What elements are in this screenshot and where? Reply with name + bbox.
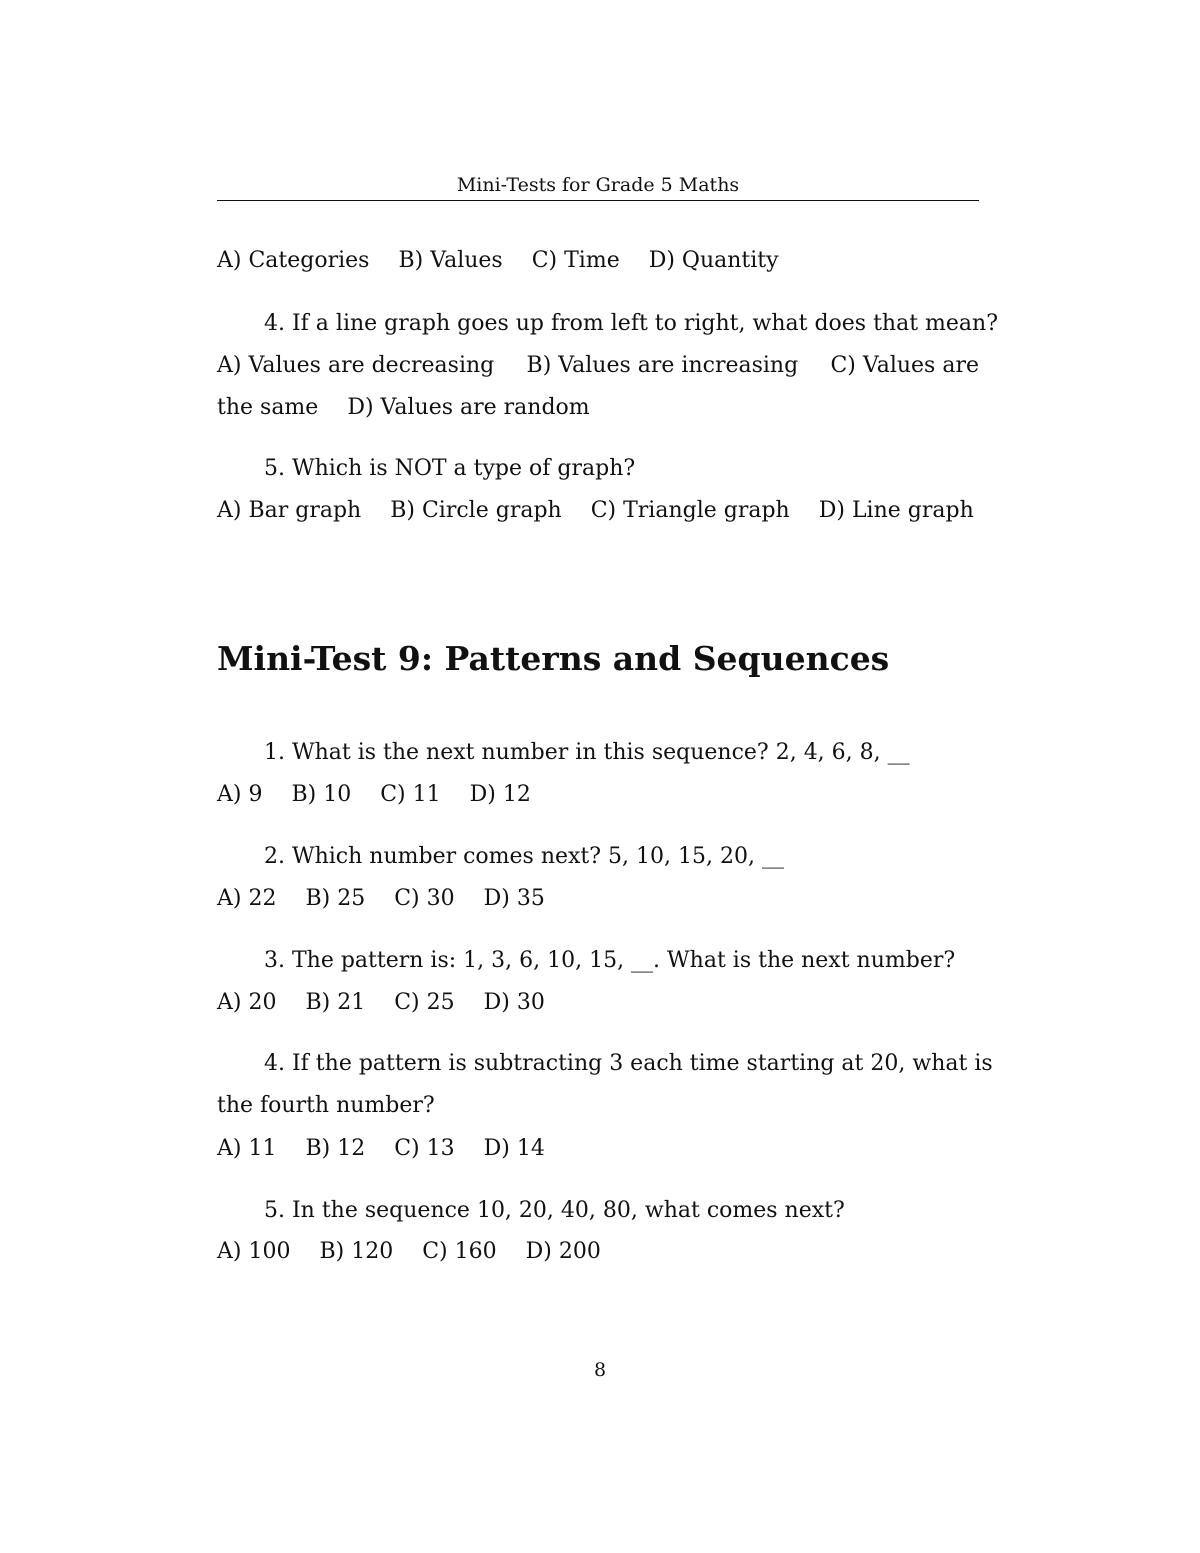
option: B) Values are increasing bbox=[526, 353, 799, 378]
option: A) 100 bbox=[217, 1239, 291, 1264]
option: C) 13 bbox=[394, 1136, 455, 1161]
options-row bbox=[217, 1128, 545, 1170]
question-text-continued: the fourth number? bbox=[217, 1093, 435, 1118]
option: A) Bar graph bbox=[217, 498, 362, 523]
option: A) Categories bbox=[217, 248, 370, 273]
option: B) 10 bbox=[291, 782, 352, 807]
q4-options-line-1 bbox=[217, 345, 979, 387]
options-row bbox=[217, 982, 545, 1024]
option: D) 30 bbox=[483, 990, 545, 1015]
option: D) 35 bbox=[483, 886, 545, 911]
option: B) 12 bbox=[305, 1136, 366, 1161]
q4-options-line-2 bbox=[217, 387, 590, 429]
header-rule bbox=[217, 200, 979, 201]
option: A) 9 bbox=[217, 782, 263, 807]
option: A) 20 bbox=[217, 990, 277, 1015]
page-number: 8 bbox=[593, 1359, 607, 1381]
option: D) 14 bbox=[483, 1136, 545, 1161]
option: D) 12 bbox=[469, 782, 531, 807]
option: C) 11 bbox=[380, 782, 441, 807]
option: D) Values are random bbox=[347, 395, 590, 420]
option: D) 200 bbox=[525, 1239, 601, 1264]
question-text: 4. If a line graph goes up from left to right, what does that mean? bbox=[264, 311, 999, 336]
options-row bbox=[217, 878, 545, 920]
question-text: 5. Which is NOT a type of graph? bbox=[264, 456, 636, 481]
option: the same bbox=[217, 395, 319, 420]
question-text: 2. Which number comes next? 5, 10, 15, 20, __ bbox=[264, 844, 784, 869]
q5-options bbox=[217, 490, 974, 532]
option: B) 25 bbox=[305, 886, 366, 911]
running-header: Mini-Tests for Grade 5 Maths bbox=[456, 174, 740, 196]
question-text: 1. What is the next number in this sequence? 2, 4, 6, 8, __ bbox=[264, 740, 910, 765]
q3-options bbox=[217, 240, 779, 282]
question-text: 3. The pattern is: 1, 3, 6, 10, 15, __. What is the next number? bbox=[264, 948, 956, 973]
option: B) Values bbox=[398, 248, 503, 273]
option: D) Line graph bbox=[818, 498, 974, 523]
option: C) 30 bbox=[394, 886, 455, 911]
option: C) Values are bbox=[830, 353, 979, 378]
option: D) Quantity bbox=[648, 248, 779, 273]
question-text: 4. If the pattern is subtracting 3 each time starting at 20, what is bbox=[264, 1051, 993, 1076]
option: B) Circle graph bbox=[390, 498, 562, 523]
section-heading: Mini-Test 9: Patterns and Sequences bbox=[217, 639, 890, 678]
option: B) 120 bbox=[319, 1239, 394, 1264]
option: C) 25 bbox=[394, 990, 455, 1015]
option: B) 21 bbox=[305, 990, 366, 1015]
question-text: 5. In the sequence 10, 20, 40, 80, what comes next? bbox=[264, 1198, 845, 1223]
option: A) Values are decreasing bbox=[217, 353, 495, 378]
option: A) 22 bbox=[217, 886, 277, 911]
option: C) Triangle graph bbox=[590, 498, 790, 523]
option: A) 11 bbox=[217, 1136, 277, 1161]
option: C) Time bbox=[531, 248, 620, 273]
option: C) 160 bbox=[422, 1239, 497, 1264]
options-row bbox=[217, 774, 531, 816]
options-row bbox=[217, 1231, 601, 1273]
